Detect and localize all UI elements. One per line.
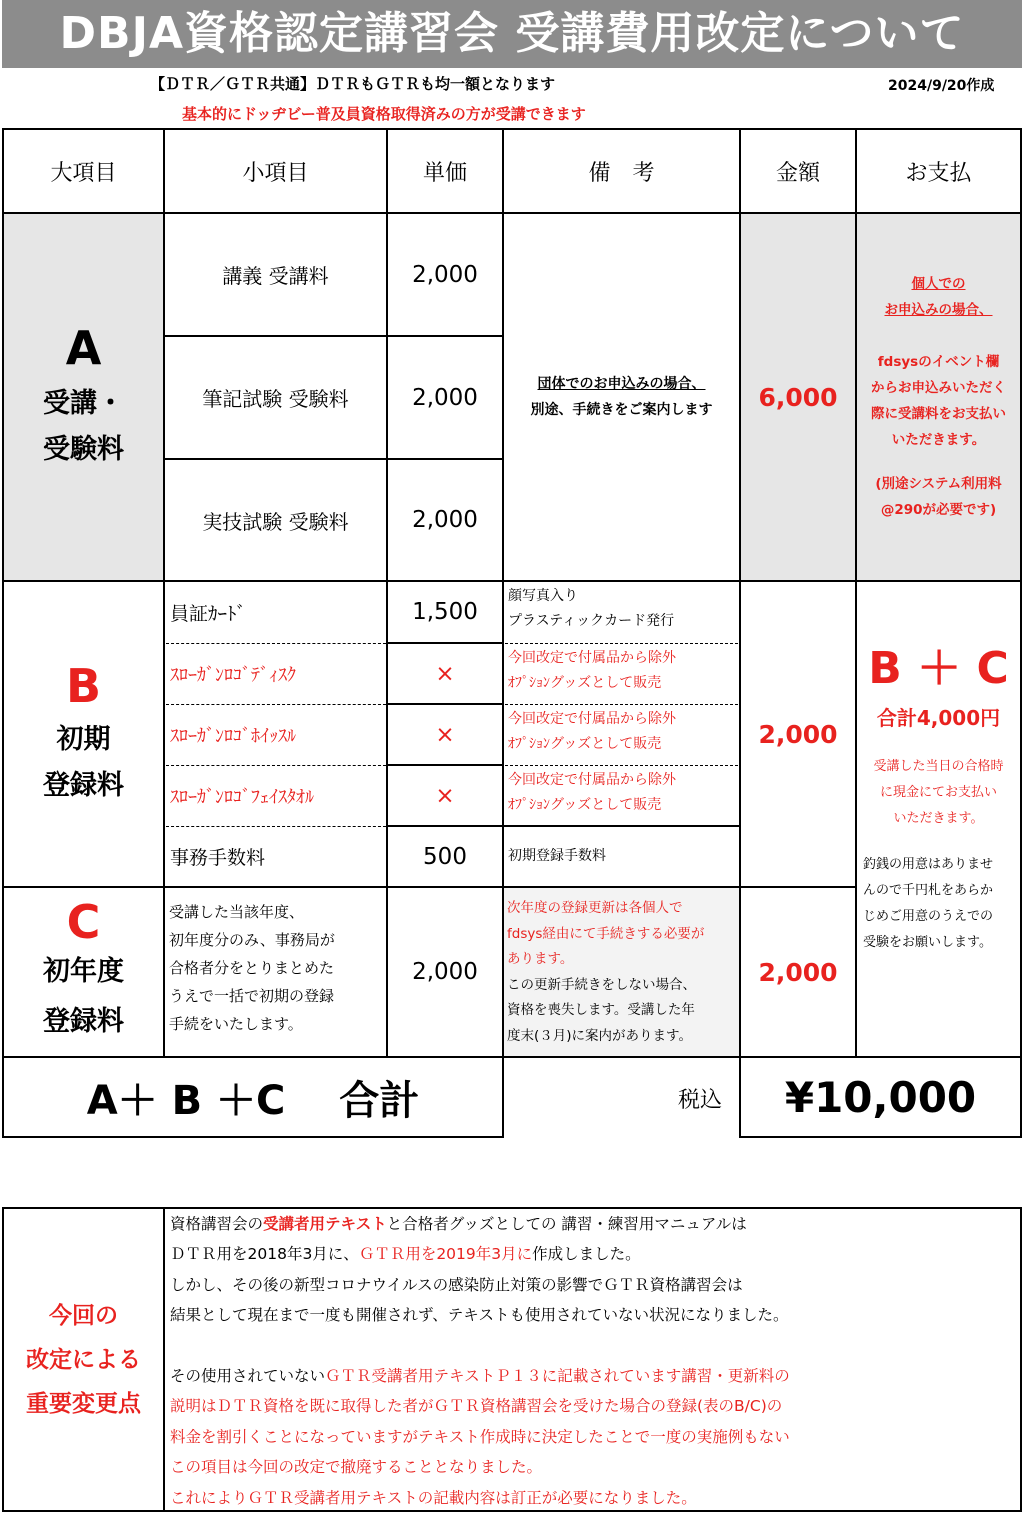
header-remarks: 備 考 bbox=[588, 160, 655, 186]
section-b-item-disc: ｽﾛｰｶﾞﾝﾛｺﾞﾃﾞｨｽｸ bbox=[170, 665, 296, 686]
section-a-note-1: 団体でのお申込みの場合、 bbox=[537, 376, 706, 392]
p2-b: ＧＴＲ用を2019年3月に bbox=[358, 1245, 533, 1264]
note-towel-2: ｵﾌﾟｼｮﾝグッズとして販売 bbox=[508, 797, 662, 813]
section-c-remarks bbox=[507, 896, 739, 1049]
section-b-note-disc bbox=[508, 646, 738, 704]
p6: 説明はＤＴＲ資格を既に取得した者がＧＴＲ資格講習会を受けた場合の登録(表のB/C)の bbox=[170, 1397, 783, 1416]
section-b-item-towel: ｽﾛｰｶﾞﾝﾛｺﾞﾌｪｲｽﾀｵﾙ bbox=[170, 787, 314, 808]
p2-c: 作成しました。 bbox=[532, 1245, 641, 1264]
p7: 料金を割引くことになっていますがテキスト作成時に決定したことで一度の実施例もない bbox=[170, 1427, 790, 1446]
c-desc-2: 初年度分のみ、事務局が bbox=[169, 931, 335, 949]
section-a-amount: 6,000 bbox=[758, 382, 838, 412]
section-b-price-towel: × bbox=[435, 783, 455, 809]
section-c-description bbox=[169, 898, 385, 1038]
pay-a-2: お申込みの場合、 bbox=[884, 302, 993, 318]
pay-bc-black-4: 受験をお願いします。 bbox=[863, 935, 992, 950]
header-unit-price: 単価 bbox=[422, 160, 467, 186]
p5-b: ＧＴＲ受講者用テキストＰ１３に記載されています講習・更新料の bbox=[325, 1367, 790, 1386]
note-whistle-2: ｵﾌﾟｼｮﾝグッズとして販売 bbox=[508, 736, 662, 752]
section-c-amount: 2,000 bbox=[758, 957, 838, 987]
section-b-name-1: 初期 bbox=[56, 724, 111, 755]
pay-bc-red-1: 受講した当日の合格時 bbox=[873, 759, 1004, 774]
creation-date: 2024/9/20作成 bbox=[888, 78, 995, 94]
section-a-payment bbox=[857, 214, 1020, 580]
pay-a-7: (別途システム利用料 bbox=[875, 476, 1002, 492]
subtitle: 【ＤＴＲ／ＧＴＲ共通】ＤＴＲもＧＴＲも均一額となります bbox=[150, 75, 556, 93]
c-note-2: 資格を喪失します。受講した年 bbox=[507, 1002, 695, 1018]
section-c-name-2: 登録料 bbox=[43, 1006, 124, 1037]
p5-a: その使用されていない bbox=[170, 1367, 326, 1386]
pay-a-5: 際に受講料をお支払い bbox=[871, 406, 1006, 422]
c-note-red-2: fdsys経由にて手続きする必要が bbox=[507, 925, 705, 942]
pay-bc-red-3: いただきます。 bbox=[893, 811, 984, 826]
total-amount: ¥10,000 bbox=[784, 1072, 977, 1122]
c-desc-1: 受講した当該年度、 bbox=[169, 903, 305, 921]
section-a-letter: A bbox=[65, 321, 102, 375]
section-a-remarks bbox=[504, 214, 739, 580]
section-a-name-1: 受講・ bbox=[43, 388, 124, 419]
header-amount: 金額 bbox=[775, 160, 820, 186]
section-b-item-card: 員証ｶｰﾄﾞ bbox=[170, 602, 247, 625]
pay-bc-black-3: じめご用意のうえでの bbox=[863, 909, 994, 924]
p1-b: 受講者用テキスト bbox=[263, 1215, 387, 1233]
section-a-category bbox=[4, 214, 163, 580]
section-c-category bbox=[4, 888, 163, 1056]
section-c-letter: C bbox=[66, 895, 101, 949]
section-b-item-fee: 事務手数料 bbox=[170, 847, 266, 869]
section-bc-payment bbox=[857, 582, 1020, 1056]
section-b-note-whistle bbox=[508, 707, 738, 765]
p2-a: ＤＴＲ用を2018年3月に、 bbox=[170, 1245, 359, 1264]
eligibility-notice: 基本的にドッヂビー普及員資格取得済みの方が受講できます bbox=[182, 105, 586, 123]
section-b-item-whistle: ｽﾛｰｶﾞﾝﾛｺﾞﾎｲｯｽﾙ bbox=[170, 726, 296, 747]
section-b-letter: B bbox=[65, 659, 102, 713]
note-whistle-1: 今回改定で付属品から除外 bbox=[508, 711, 676, 727]
p4: 結果として現在まで一度も開催されず、テキストも使用されていない状況になりました。 bbox=[170, 1306, 789, 1325]
section-c-name-1: 初年度 bbox=[43, 956, 124, 987]
section-b-name-2: 登録料 bbox=[43, 770, 124, 801]
pay-a-6: いただきます。 bbox=[891, 432, 986, 448]
section-b-note-card bbox=[508, 584, 738, 642]
important-changes-heading bbox=[4, 1209, 163, 1510]
total-label: A＋ B ＋C 合計 bbox=[86, 1077, 420, 1124]
p1-c: と合格者グッズとしての 講習・練習用マニュアルは bbox=[386, 1215, 747, 1233]
pay-bc-red-2: に現金にてお支払い bbox=[879, 785, 997, 800]
section-b-category bbox=[4, 582, 163, 886]
p3: しかし、その後の新型コロナウイルスの感染防止対策の影響でＧＴＲ資格講習会は bbox=[170, 1275, 743, 1294]
pay-bc-black-1: 釣銭の用意はありませ bbox=[863, 857, 994, 872]
heading-2: 改定による bbox=[26, 1346, 141, 1373]
section-a-price-written: 2,000 bbox=[412, 384, 478, 411]
section-b-amount: 2,000 bbox=[758, 719, 838, 749]
note-card-2: プラスティックカード発行 bbox=[508, 613, 675, 629]
header-subitem: 小項目 bbox=[242, 160, 309, 186]
p1-a: 資格講習会の bbox=[170, 1215, 264, 1233]
pay-bc-big: B ＋ C bbox=[868, 643, 1009, 694]
header-category: 大項目 bbox=[50, 160, 117, 186]
section-c-price: 2,000 bbox=[412, 959, 478, 985]
section-a-price-practical: 2,000 bbox=[412, 507, 478, 533]
c-desc-4: うえで一括で初期の登録 bbox=[169, 987, 335, 1005]
heading-3: 重要変更点 bbox=[26, 1390, 141, 1417]
header-payment: お支払 bbox=[905, 160, 972, 186]
section-b-price-fee: 500 bbox=[423, 843, 467, 870]
section-b-note-fee: 初期登録手数料 bbox=[508, 848, 606, 864]
pay-bc-black-2: んので千円札をあらか bbox=[863, 883, 994, 898]
p9: これによりＧＴＲ受講者用テキストの記載内容は訂正が必要になりました。 bbox=[170, 1488, 697, 1507]
c-note-red-1: 次年度の登録更新は各個人で bbox=[507, 900, 683, 916]
note-disc-2: ｵﾌﾟｼｮﾝグッズとして販売 bbox=[508, 675, 662, 691]
section-b-price-card: 1,500 bbox=[412, 599, 478, 625]
section-b-price-disc: × bbox=[435, 661, 455, 687]
section-a-name-2: 受験料 bbox=[43, 434, 124, 465]
note-towel-1: 今回改定で付属品から除外 bbox=[508, 772, 676, 788]
p8: この項目は今回の改定で撤廃することとなりました。 bbox=[170, 1458, 543, 1477]
pay-a-8: @290が必要です) bbox=[880, 502, 997, 518]
important-changes-text bbox=[170, 1209, 1015, 1513]
section-a-item-lecture: 講義 受講料 bbox=[222, 264, 329, 288]
note-disc-1: 今回改定で付属品から除外 bbox=[508, 650, 676, 666]
tax-included-label: 税込 bbox=[677, 1087, 722, 1113]
pay-a-1: 個人での bbox=[911, 276, 966, 292]
note-card-1: 顔写真入り bbox=[508, 588, 578, 604]
section-a-item-practical: 実技試験 受験料 bbox=[202, 509, 349, 534]
c-note-3: 度末(３月)に案内があります。 bbox=[507, 1027, 692, 1044]
pay-bc-total: 合計4,000円 bbox=[876, 706, 1001, 730]
heading-1: 今回の bbox=[49, 1302, 118, 1329]
section-b-note-towel bbox=[508, 768, 738, 826]
c-desc-3: 合格者分をとりまとめた bbox=[169, 959, 335, 977]
c-note-1: この更新手続きをしない場合、 bbox=[507, 976, 696, 993]
section-b-price-whistle: × bbox=[435, 722, 455, 748]
page-title: DBJA資格認定講習会 受講費用改定について bbox=[2, 0, 1022, 68]
c-desc-5: 手続をいたします。 bbox=[169, 1015, 303, 1033]
c-note-red-3: あります。 bbox=[507, 951, 574, 967]
section-a-note-2: 別途、手続きをご案内します bbox=[530, 402, 713, 418]
section-a-item-written: 筆記試験 受験料 bbox=[202, 387, 349, 411]
section-a-price-lecture: 2,000 bbox=[412, 261, 478, 288]
pay-a-3: fdsysのイベント欄 bbox=[877, 354, 1000, 370]
pay-a-4: からお申込みいただく bbox=[871, 380, 1006, 396]
